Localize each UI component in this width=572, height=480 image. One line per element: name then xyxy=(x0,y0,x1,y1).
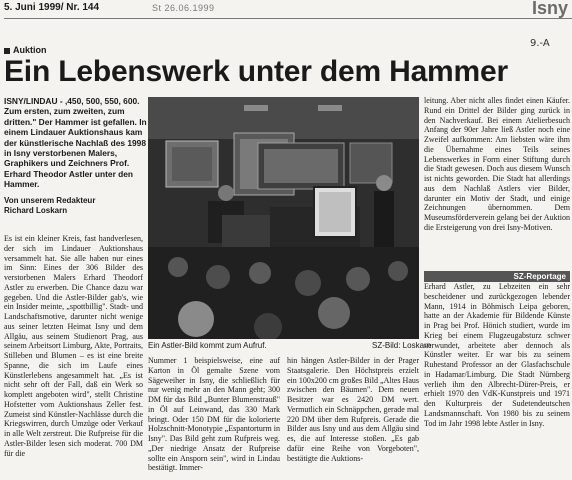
archive-stamp: St 26.06.1999 xyxy=(152,3,215,13)
body-column-4: leitung. Aber nicht alles findet einen Käufer. Rund ein Drittel der Bilder ging zurück in den Nachverkauf. Bei einem Atelierbesuch Anfang der 90er Jahre ließ Astler noch eine Zweifel aufkommen: Am liebsten wäre ihm die Übernahme eines Teils seines Lebenswerkes in Form einer Stiftung durch die Stadt gewesen. Doch aus diesem Wunsch ist nichts geworden. Die Stadt hat allerdings aus dem Nachlaß Astlers vier Bilder, darunter ein Motiv der Stadt, und einige Zeichnungen übernommen. Dem Museumsförderverein gelang bei der Auktion die Ersteigerung von drei Isny-Motiven. xyxy=(424,96,570,232)
byline-line-1: Von unserem Redakteur xyxy=(4,196,96,205)
hand-note: 9.-A xyxy=(530,38,550,49)
photo-caption: Ein Astler-Bild kommt zum Aufruf. xyxy=(148,341,267,350)
kicker xyxy=(4,45,47,55)
body-column-3: hin hängen Astler-Bilder in der Prager Staatsgalerie. Den Höchstpreis erzielt ein 100x200 cm großes Bild „Altes Haus zwischen den Bäumen". Dem neuen Besitzer war es 2420 DM wert. Vermutlich ein Schnäppchen, gerade mal 220 DM über dem Rufpreis. Gerade die Bilder aus Isny und aus dem Allgäu sind es, die auf Interesse stoßen. „Es gab dafür eine Reihe von Vorgeboten", bestätigte die Auktions- xyxy=(287,356,419,463)
byline-author: Richard Loskarn xyxy=(4,206,68,215)
kicker-label: Auktion xyxy=(13,45,47,55)
top-rule xyxy=(4,18,572,19)
body-column-2: Nummer 1 beispielsweise, eine auf Karton in Öl gemalte Szene vom Sägeweiher in Isny, die schließlich für nur wenig mehr an den Mann geht; 300 DM für das Bild „Bunter Blumenstrauß" in Öl auf Leinwand, das 330 Mark bringt. Oder 150 DM für die kolorierte Holzschnitt-Monotypie „Espantorturm in Isny". Das Bild geht zum Rufpreis weg. „Der niedrige Ansatz der Rufpreise sollte ein Ansporn sein", wird in Lindau bestätigt. Immer- xyxy=(148,356,280,473)
newspaper-logo: Isny xyxy=(532,0,569,18)
body-column-4-bio: Erhard Astler, zu Lebzeiten ein sehr bescheidener und zurückgezogen lebender Mann, 1914 in Böhmisch Leipa geboren, hatte an der Akademie für Bildende Künste in Prag bei Prof. Hönich studiert, wurde im Krieg bei einem Flugzeugabsturz schwer verwundet, arbeitete aber dennoch als Künstler weiter. Er war bis zu seinem Ruhestand Professor an der Glasfachschule in Hadamar/Limburg. Die Stadt Nürnberg verlieh ihm den Albrecht-Dürer-Preis, er erhielt 1970 den VdK-Kunstpreis und 1971 den Kulturpreis der Sudetendeutschen Landsmannschaft. Von 1980 bis zu seinem Tod im Jahr 1998 lebte Astler in Isny. xyxy=(424,282,570,428)
reportage-badge: SZ-Reportage xyxy=(424,271,570,282)
headline: Ein Lebenswerk unter dem Hammer xyxy=(4,55,508,88)
body-column-1: Es ist ein kleiner Kreis, fast handverlesen, der sich im Lindauer Auktionshaus versammelt hat. Sie alle haben nur eines im Sinn: Eines der 306 Bilder des verstorbenen Malers Erhard Theodorf Astler zu erwerben. Die Chance dazu war gegeben. Und die Astler-Bilder gab's, wie ein Insider meinte, „spottbillig". Stadt- und Landschaftsmotive, darunter nicht wenige aus seiner letzten Heimat Isny und dem Allgäu, aus seinem Studienort Prag, aus seinem Arbeitsort Limburg, Akte, Portraits, Stilleben und Blumen – es ist eine breite Spanne, die sich im Laufe eines Künstlerlebens angesammelt hat. „Es ist nicht sehr oft der Fall, daß ein Werk so komplett angeboten wird", stellt Christine Hofstetter vom Auktionshaus Zeller fest. Zumeist sind Künstler-Nachlässe durch die Kriegswirren, durch Umzüge oder Verkauf in alle Welt zerstreut. Die Rufpreise für die Astler-Bilder lesen sich moderat. 700 DM für die xyxy=(4,234,143,458)
kicker-square-icon xyxy=(4,48,10,54)
auction-photo xyxy=(148,97,419,339)
date-issue: 5. Juni 1999/ Nr. 144 xyxy=(4,2,100,13)
photo-credit: SZ-Bild: Loskarn xyxy=(372,341,432,350)
byline xyxy=(4,196,144,216)
lede: ISNY/LINDAU - ,450, 500, 550, 600. Zum ersten, zum zweiten, zum dritten." Der Hammer ist gefallen. In einem Lindauer Auktionshaus kam der künstlerische Nachlaß des 1998 in Isny verstorbenen Malers, Graphikers und Zeichners Prof. Erhard Theodor Astler unter den Hammer. xyxy=(4,96,147,190)
auction-photo-image xyxy=(148,97,419,339)
